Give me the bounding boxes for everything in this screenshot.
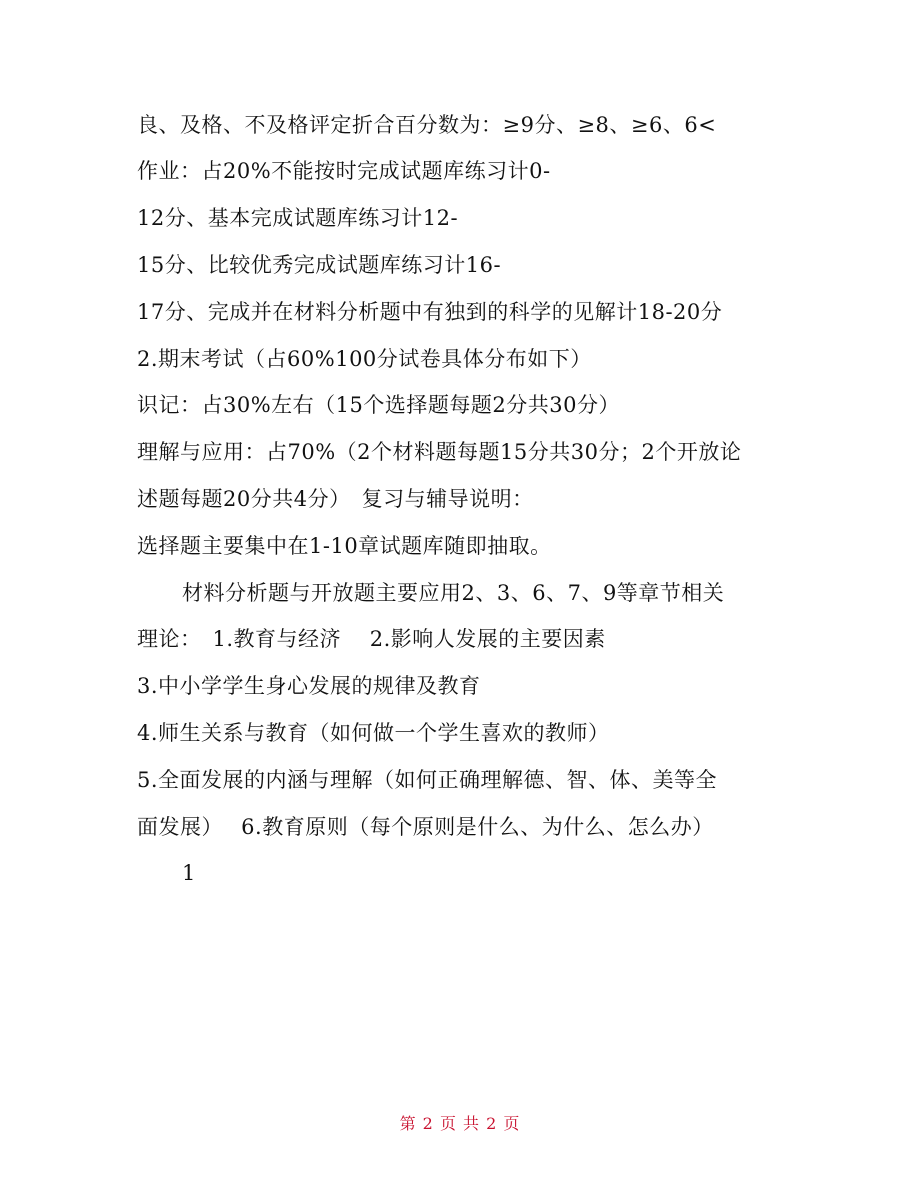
text-line-11: 材料分析题与开放题主要应用2、3、6、7、9等章节相关 [182, 581, 725, 605]
text-line-12: 理论： 1.教育与经济 2.影响人发展的主要因素 [137, 627, 606, 651]
text-line-6: 2.期末考试（占60%100分试卷具体分布如下） [137, 347, 592, 371]
text-line-3: 12分、基本完成试题库练习计12- [137, 206, 459, 230]
text-line-14: 4.师生关系与教育（如何做一个学生喜欢的教师） [137, 721, 610, 745]
text-line-1: 良、及格、不及格评定折合百分数为：≥9分、≥8、≥6、6< [137, 113, 717, 137]
text-line-7: 识记：占30%左右（15个选择题每题2分共30分） [137, 393, 620, 417]
text-line-13: 3.中小学学生身心发展的规律及教育 [137, 674, 481, 698]
text-line-9: 述题每题20分共4分） 复习与辅导说明： [137, 487, 534, 511]
text-line-17: 1 [182, 861, 196, 885]
text-line-2: 作业：占20%不能按时完成试题库练习计0- [137, 159, 551, 183]
text-line-8: 理解与应用：占70%（2个材料题每题15分共30分；2个开放论 [137, 440, 742, 464]
text-line-15: 5.全面发展的内涵与理解（如何正确理解德、智、体、美等全 [137, 768, 718, 792]
text-line-10: 选择题主要集中在1-10章试题库随即抽取。 [137, 534, 552, 558]
text-line-16: 面发展） 6.教育原则（每个原则是什么、为什么、怎么办） [137, 815, 714, 839]
text-line-5: 17分、完成并在材料分析题中有独到的科学的见解计18-20分 [137, 300, 723, 324]
text-line-4: 15分、比较优秀完成试题库练习计16- [137, 253, 502, 277]
page-number-footer: 第 2 页 共 2 页 [399, 1114, 521, 1133]
